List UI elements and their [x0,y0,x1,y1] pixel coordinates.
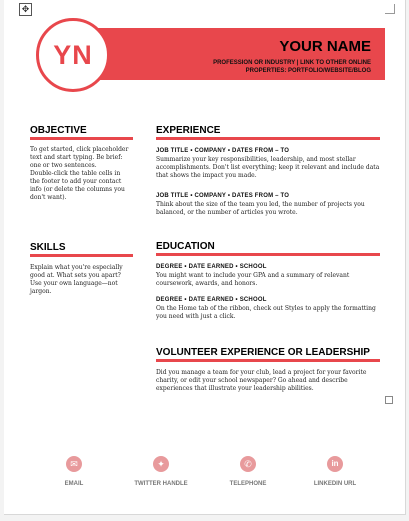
job-1-text[interactable]: Summarize your key responsibilities, leadership, and most stellar accomplishments. Don't list everything; keep it relevant and include data that shows the impact you made. [156,156,380,179]
job-1-heading[interactable]: JOB TITLE • COMPANY • DATES FROM – TO [156,148,290,154]
skills-heading[interactable]: SKILLS [30,242,66,253]
objective-text[interactable]: To get started, click placeholder text and start typing. Be brief: one or two sentences. Double-click the table cells in the footer to add your contact info (or delete the columns you don't want). [30,146,129,201]
education-rule [156,253,380,256]
margin-corner-mark [385,4,395,14]
your-name[interactable]: YOUR NAME [279,38,371,55]
experience-rule [156,137,380,140]
experience-heading[interactable]: EXPERIENCE [156,125,221,136]
initials[interactable]: YN [53,40,93,70]
skills-text[interactable]: Explain what you're especially good at. What sets you apart? Use your own language—not jargon. [30,264,123,295]
objective-heading[interactable]: OBJECTIVE [30,125,87,136]
volunteer-rule [156,359,380,362]
contact-line-2: PROPERTIES: PORTFOLIO/WEBSITE/BLOG [245,68,371,74]
table-resize-handle[interactable] [385,396,393,404]
header-banner [82,28,385,80]
volunteer-text[interactable]: Did you manage a team for your club, lead a project for your favorite charity, or edit your school newspaper? Go ahead and describe experiences that illustrate your leadership abilities. [156,369,367,392]
move-icon[interactable]: ✥ [19,3,32,16]
skills-rule [30,254,133,257]
footer-email[interactable]: EMAIL [64,481,84,487]
job-2-text[interactable]: Think about the size of the team you led, the number of projects you balanced, or the number of articles you wrote. [156,201,365,216]
footer-linkedin[interactable]: LINKEDIN URL [313,481,357,487]
degree-2-text[interactable]: On the Home tab of the ribbon, check out Styles to apply the formatting you need with just a click. [156,305,376,320]
linkedin-icon[interactable]: in [327,456,343,472]
bird-icon[interactable]: ✦ [153,456,169,472]
initials-circle [36,18,110,92]
contact-info[interactable] [213,59,371,75]
education-heading[interactable]: EDUCATION [156,241,215,252]
job-2-heading[interactable]: JOB TITLE • COMPANY • DATES FROM – TO [156,193,290,199]
footer-telephone[interactable]: TELEPHONE [229,481,267,487]
volunteer-heading[interactable]: VOLUNTEER EXPERIENCE OR LEADERSHIP [156,347,370,358]
envelope-icon[interactable]: ✉ [66,456,82,472]
phone-icon[interactable]: ✆ [240,456,256,472]
degree-1-text[interactable]: You might want to include your GPA and a summary of relevant coursework, awards, and honors. [156,272,350,287]
document-page [4,0,406,515]
objective-rule [30,137,133,140]
contact-line-1: PROFESSION OR INDUSTRY | LINK TO OTHER ONLINE [213,60,371,66]
degree-1-heading[interactable]: DEGREE • DATE EARNED • SCHOOL [156,264,267,270]
footer-twitter[interactable]: TWITTER HANDLE [134,481,188,487]
degree-2-heading[interactable]: DEGREE • DATE EARNED • SCHOOL [156,297,267,303]
